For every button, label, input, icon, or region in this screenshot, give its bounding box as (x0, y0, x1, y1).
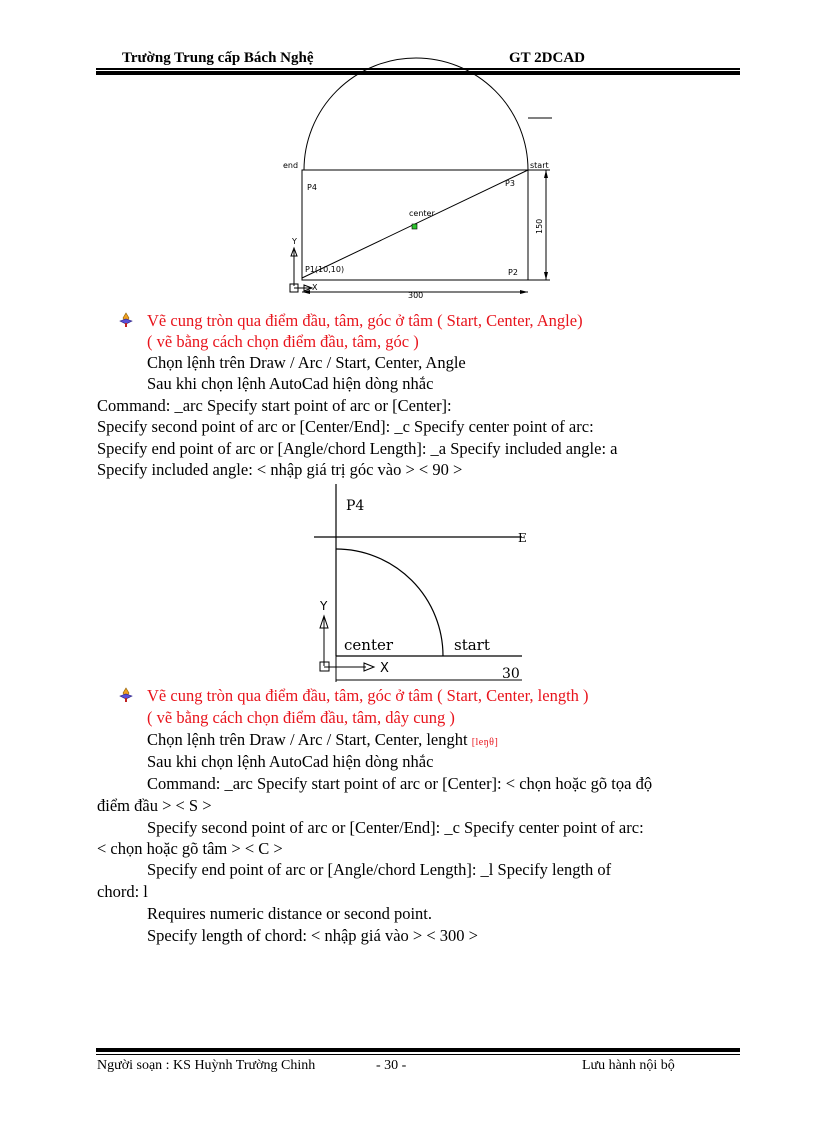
label-center: center (409, 209, 435, 218)
section2-cmd1b: điểm đầu > < S > (97, 796, 212, 815)
header-school: Trường Trung cấp Bách Nghệ (122, 50, 314, 66)
label-x: X (380, 661, 389, 676)
label-p3: P3 (505, 179, 515, 188)
section2-title: Vẽ cung tròn qua điểm đầu, tâm, góc ở tâm ( Start, Center, length ) (147, 686, 589, 705)
label-x: X (312, 283, 318, 292)
section1-line2: Sau khi chọn lệnh AutoCad hiện dòng nhắc (147, 374, 434, 393)
label-p4: P4 (346, 498, 365, 514)
figure-start-center-angle (280, 98, 554, 298)
section2-line2: Sau khi chọn lệnh AutoCad hiện dòng nhắc (147, 752, 434, 771)
section2-cmd3b: chord: l (97, 882, 148, 901)
section2-line1 (147, 730, 498, 753)
figure-center-start (314, 484, 527, 682)
bullet-icon (118, 687, 134, 703)
section2-cmd4: Requires numeric distance or second point. (147, 904, 433, 923)
section2-cmd1a: Command: _arc Specify start point of arc or [Center]: < chọn hoặc gõ tọa độ (147, 774, 653, 793)
section2-subtitle: ( vẽ bằng cách chọn điểm đầu, tâm, dây cung ) (147, 708, 455, 727)
footer-note: Lưu hành nội bộ (582, 1058, 675, 1073)
label-center: center (344, 636, 394, 654)
header-course: GT 2DCAD (509, 50, 585, 66)
center-marker (412, 224, 417, 229)
section2-line1-text: Chọn lệnh trên Draw / Arc / Start, Center, lenght (147, 730, 468, 749)
section1-cmd3: Specify end point of arc or [Angle/chord Length]: _a Specify included angle: a (97, 439, 618, 458)
footer-rule-thin (96, 1054, 740, 1055)
dim-width: 300 (408, 291, 424, 300)
svg-text:E: E (518, 531, 527, 545)
label-p4: P4 (307, 183, 317, 192)
section1-cmd2: Specify second point of arc or [Center/End]: _c Specify center point of arc: (97, 417, 594, 436)
section1-title: Vẽ cung tròn qua điểm đầu, tâm, góc ở tâm ( Start, Center, Angle) (147, 311, 583, 330)
section2-cmd2b: < chọn hoặc gõ tâm > < C > (97, 839, 283, 858)
section1-cmd4: Specify included angle: < nhập giá trị góc vào > < 90 > (97, 460, 463, 479)
section2-cmd3a: Specify end point of arc or [Angle/chord Length]: _l Specify length of (147, 860, 612, 879)
footer-rule-thick (96, 1048, 740, 1052)
pronunciation: [leŋθ] (471, 737, 499, 748)
dim-height: 150 (535, 218, 544, 234)
footer-page-number: - 30 - (376, 1058, 407, 1073)
label-start: start (454, 636, 490, 654)
label-end: end (283, 161, 299, 170)
bullet-icon (118, 312, 134, 328)
header-rule-thick (96, 71, 740, 75)
section2-cmd2a: Specify second point of arc or [Center/End]: _c Specify center point of arc: (147, 818, 644, 837)
label-y: Y (292, 237, 297, 246)
header-rule-thin (96, 68, 740, 70)
label-start: start (530, 161, 549, 170)
label-p2: P2 (508, 268, 518, 277)
section2-cmd5: Specify length of chord: < nhập giá vào > < 300 > (147, 926, 478, 945)
label-p1: P1(10,10) (305, 265, 345, 274)
footer-author: Người soạn : KS Huỳnh Trường Chinh (97, 1058, 316, 1073)
dim-label: 30 (502, 666, 520, 682)
section1-cmd1: Command: _arc Specify start point of arc or [Center]: (97, 396, 452, 415)
section1-subtitle: ( vẽ bằng cách chọn điểm đầu, tâm, góc ) (147, 332, 419, 351)
label-y: Y (320, 599, 328, 613)
section1-line1: Chọn lệnh trên Draw / Arc / Start, Center, Angle (147, 353, 466, 372)
